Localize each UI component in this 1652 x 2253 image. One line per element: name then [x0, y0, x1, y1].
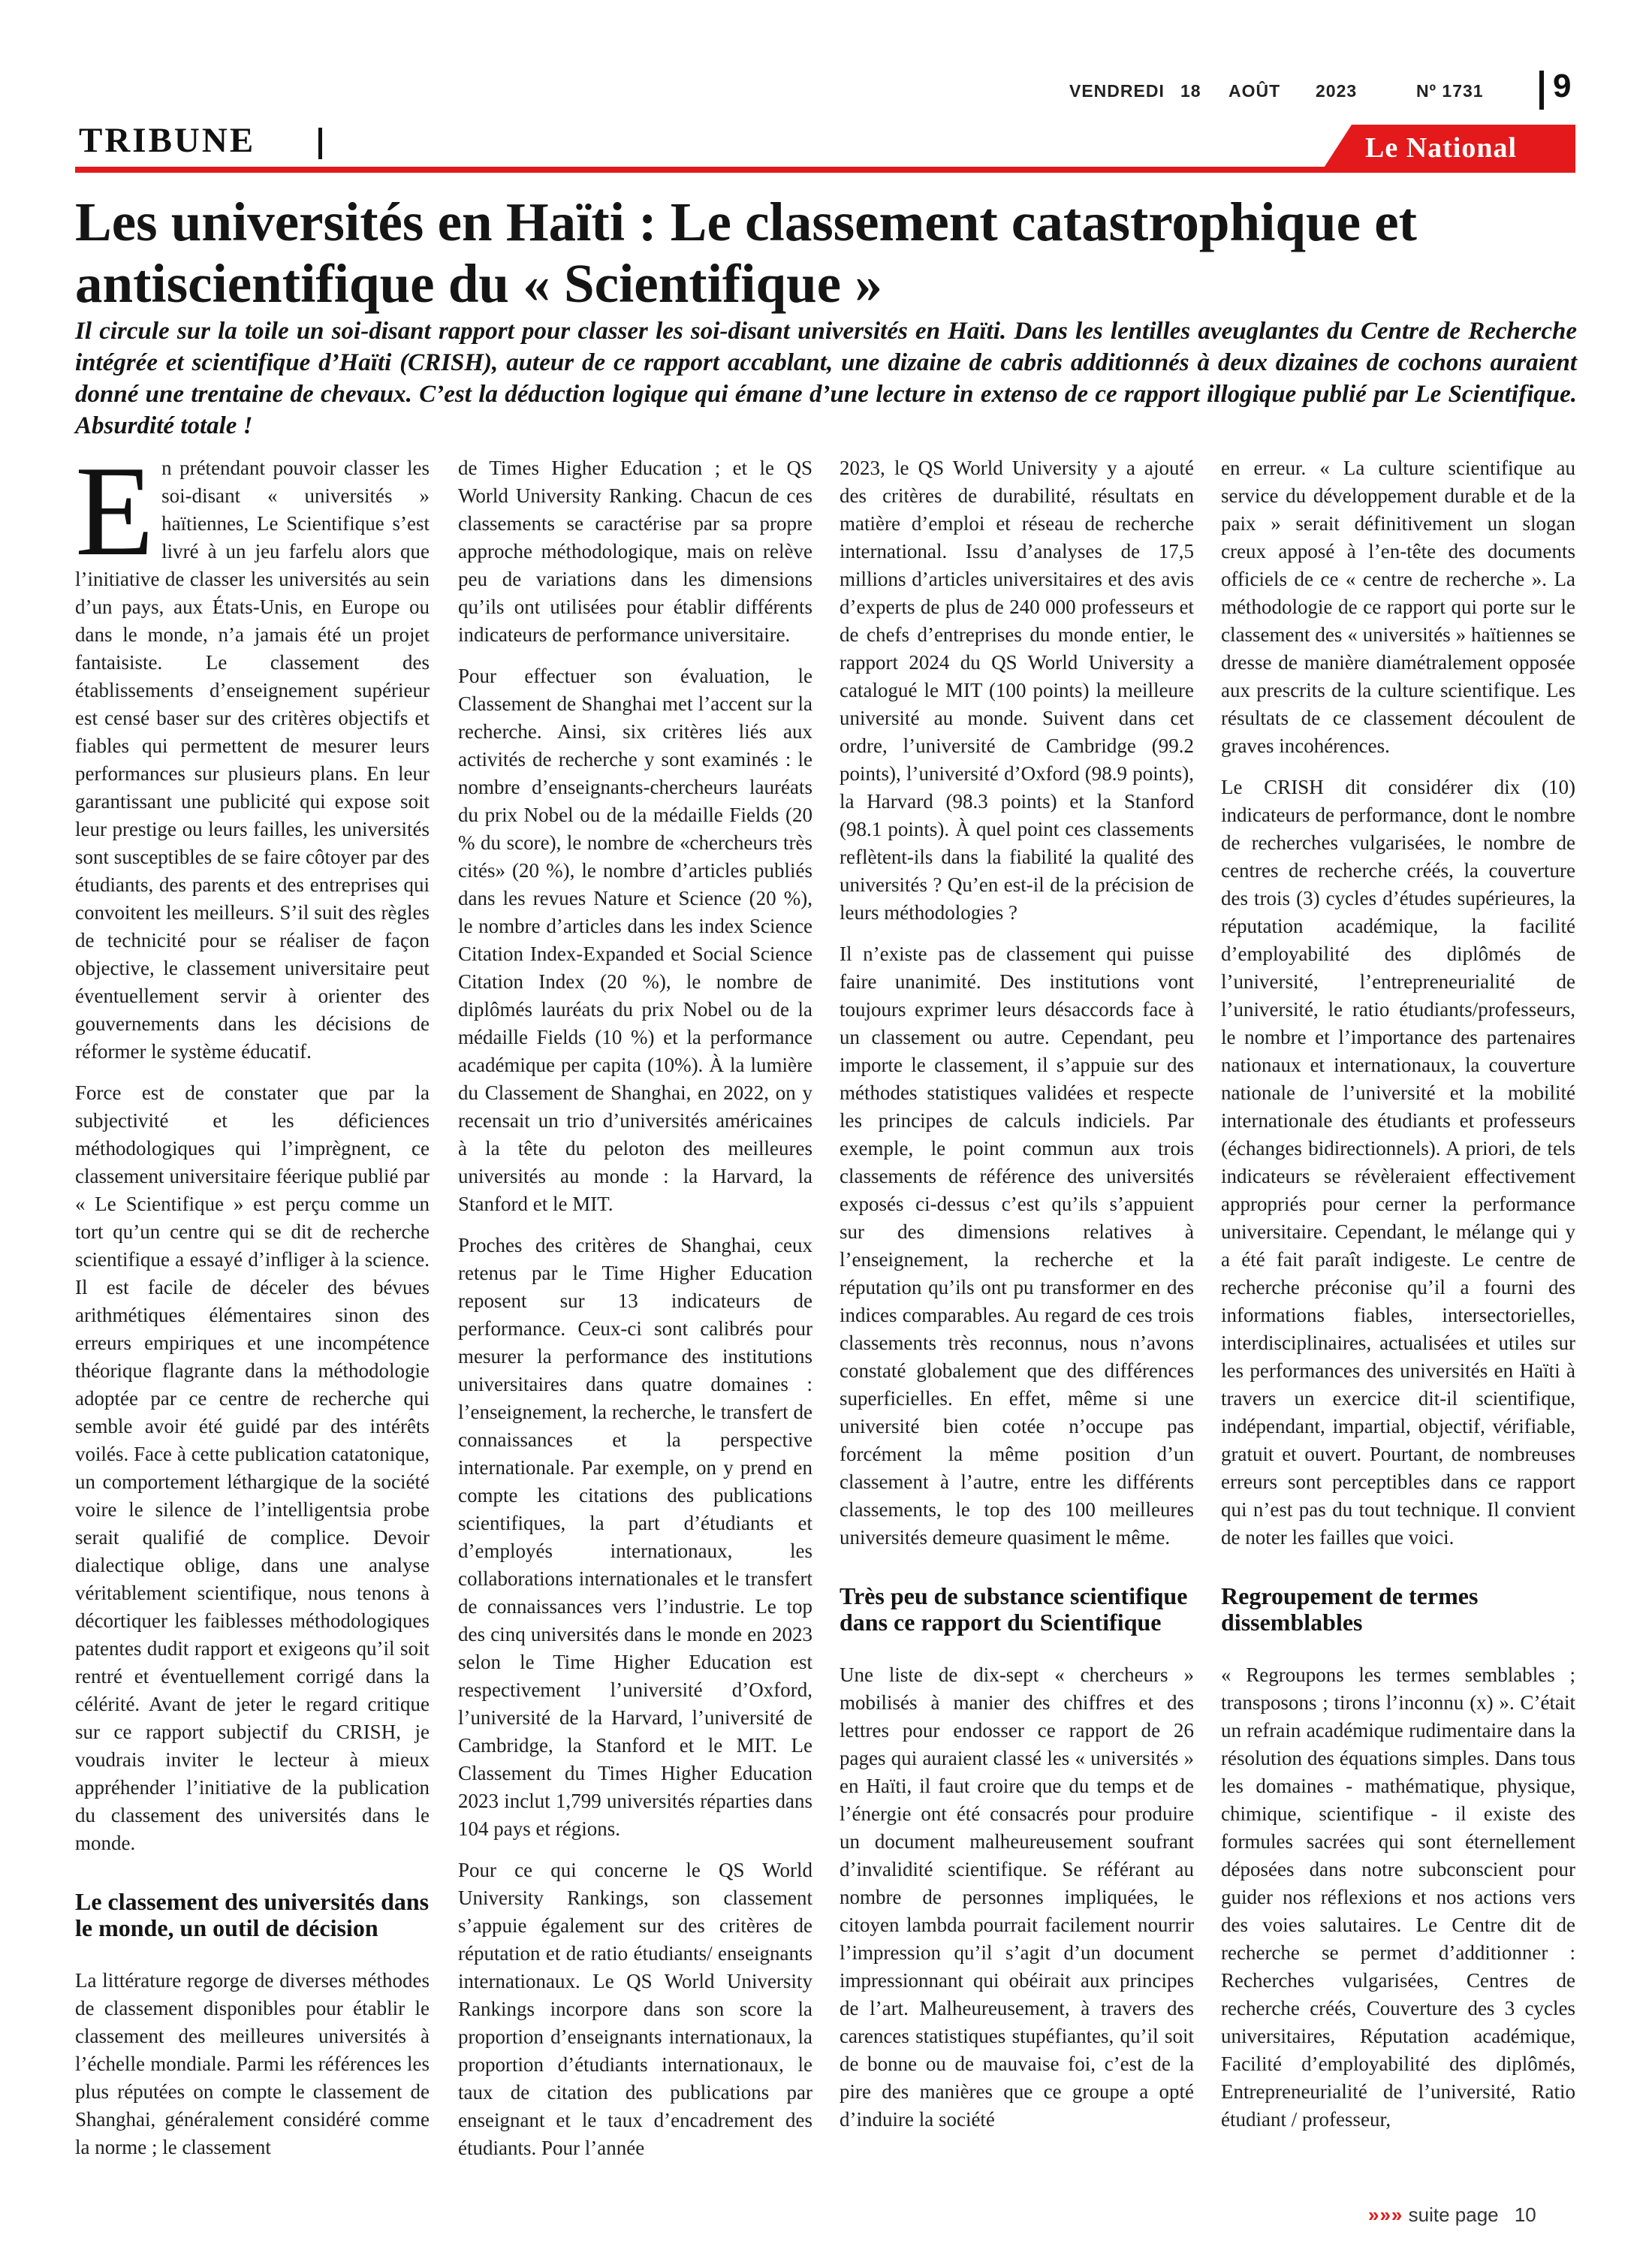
continue-arrows-icon: »»»: [1368, 2203, 1403, 2226]
section-label: TRIBUNE: [79, 121, 256, 160]
paragraph: en erreur. « La culture scientifique au service du développement durable et de la paix » serait définitivement un slogan creux apposé à l’en-tête des documents officiels de ce « centre de recherche ». La méthodologie de ce rapport qui porte sur le classement des « universités » haïtiennes se dresse de manière diamétralement opposée aux prescrits de la culture scientifique. Les résultats de ce classement découlent de graves incohérences.: [1221, 457, 1575, 757]
paragraph: La littérature regorge de diverses méthodes de classement disponibles pour établir le classement des meilleures universités à l’échelle mondiale. Parmi les références les plus réputées on compte le classement de Shanghai, généralement considéré comme la norme ; le classement: [75, 1969, 430, 2158]
paragraph: 2023, le QS World University y a ajouté des critères de durabilité, résultats en matière d’emploi et réseau de recherche international. Issu d’analyses de 17,5 millions d’articles universitaires et des avis d’experts de plus de 240 000 professeurs et de chefs d’entreprises du monde entier, le rapport 2024 du QS World University a catalogué le MIT (100 points) la meilleure université au monde. Suivent dans cet ordre, l’université de Cambridge (99.2 points), l’université d’Oxford (98.9 points), la Harvard (98.3 points) et la Stanford (98.1 points). À quel point ces classements reflètent-ils dans la fiabilité la qualité des universités ? Qu’en est-il de la précision de leurs méthodologies ?: [840, 457, 1194, 924]
subheading: Regroupement de termes dissemblables: [1221, 1582, 1479, 1636]
paragraph-text: n prétendant pouvoir classer les soi-disant « universités » haïtiennes, Le Scientifique s’est livré à un jeu farfelu alors que l’initiative de classer les universités au sein d’un pays, aux États-Unis, en Europe ou dans le monde, n’a jamais été un projet fantaisiste. Le classement des établissements d’enseignement supérieur est censé baser sur des critères objectifs et fiables qui permettent de mesurer leurs performances sur plusieurs plans. En leur garantissant une publicité qui expose soit leur prestige ou leurs failles, les universités sont susceptibles de se faire côtoyer par des étudiants, des parents et des entreprises qui convoitent les meilleurs. S’il suit des règles de technicité pour se réaliser de façon objective, le classement universitaire peut éventuellement servir à orienter des gouvernements dans les décisions de réformer le système éducatif.: [75, 457, 430, 1063]
date-month: AOÛT: [1228, 81, 1281, 101]
paragraph: Il n’existe pas de classement qui puisse faire unanimité. Des institutions vont toujours exprimer leurs désaccords face à un classement ou autre. Cependant, peu importe le classement, il s’appuie sur des méthodes statistiques validées et respecte les principes de calculs indiciels. Par exemple, le point commun aux trois classements de référence des universités exposés ci-dessus c’est qu’ils s’appuient sur des dimensions relatives à l’enseignement, la recherche et la réputation qu’ils ont pu transformer en des indices comparables. Au regard de ces trois classements très reconnus, nous n’avons constaté globalement que des différences superficielles. En effet, même si une université bien cotée n’occupe pas forcément la même position d’un classement à l’autre, entre les différents classements, le top des 100 meilleures universités demeure quasiment le même.: [840, 943, 1194, 1549]
publication-name: Le National: [1365, 132, 1518, 164]
paragraph: « Regroupons les termes semblables ; transposons ; tirons l’inconnu (x) ». C’était un refrain académique rudimentaire dans la résolution des équations simples. Dans tous les domaines - mathématique, physique, chimique, scientifique - il existe des formules sacrées qui sont éternellement déposées dans notre subconscient pour guider nos réflexions et nos actions vers des voies salutaires. Le Centre dit de recherche se permet d’additionner : Recherches vulgarisées, Centres de recherche créés, Couverture des 3 cycles universitaires, Réputation académique, Facilité d’employabilité des diplômés, Entrepreneurialité de l’université, Ratio étudiant / professeur,: [1221, 1663, 1575, 2131]
paragraph: de Times Higher Education ; et le QS World University Ranking. Chacun de ces classements se caractérise par sa propre approche méthodologique, mais on relève peu de variations dans les dimensions qu’ils ont utilisées pour établir différents indicateurs de performance universitaire.: [458, 457, 812, 646]
paragraph: Pour effectuer son évaluation, le Classement de Shanghai met l’accent sur la recherche. Ainsi, six critères liés aux activités de recherche y sont examinés : le nombre d’enseignants-chercheurs lauréats du prix Nobel ou de la médaille Fields (20 % du score), le nombre de «chercheurs très cités» (20 %), le nombre d’articles publiés dans les revues Nature et Science (20 %), le nombre d’articles dans les index Science Citation Index-Expanded et Social Science Citation Index (20 %), le nombre de diplômés lauréats du prix Nobel ou de la médaille Fields (10 %) et la performance académique per capita (10%). À la lumière du Classement de Shanghai, en 2022, on y recensait un trio d’universités américaines à la tête du peloton des meilleures universités au monde : la Harvard, la Stanford et le MIT.: [458, 665, 812, 1215]
date-day: 18: [1180, 81, 1201, 101]
paragraph: Proches des critères de Shanghai, ceux retenus par le Time Higher Education reposent sur 13 indicateurs de performance. Ceux-ci sont calibrés pour mesurer la performance des institutions universitaires dans quatre domaines : l’enseignement, la recherche, le transfert de connaissances et la perspective internationale. Par exemple, on y prend en compte les citations des publications scientifiques, la part d’étudiants et d’employés internationaux, les collaborations internationales et le transfert de connaissances vers l’industrie. Le top des cinq universités dans le monde en 2023 selon le Time Higher Education est respectivement l’université d’Oxford, l’université de la Harvard, l’université de Cambridge, la Stanford et le MIT. Le Classement du Times Higher Education 2023 inclut 1,799 universités réparties dans 104 pays et régions.: [458, 1234, 812, 1840]
paragraph: Pour ce qui concerne le QS World University Rankings, son classement s’appuie également sur des critères de réputation et de ratio étudiants/ enseignants internationaux. Le QS World University Rankings incorpore dans son score la proportion d’enseignants internationaux, la proportion d’étudiants internationaux, le taux de citation des publications par enseignant et le taux d’encadrement des étudiants. Pour l’année: [458, 1859, 812, 2159]
issue-number: Nº 1731: [1416, 81, 1484, 101]
page-number-divider: [1539, 71, 1544, 110]
article-column-1: [75, 440, 430, 2175]
section-divider: [318, 128, 322, 159]
article-column-3: [840, 454, 1194, 2147]
drop-cap: E: [75, 440, 155, 583]
continued-label: suite page: [1408, 2203, 1499, 2226]
paragraph: Une liste de dix-sept « chercheurs » mobilisés à manier des chiffres et des lettres pour endosser ce rapport de 26 pages qui auraient classé les « universités » en Haïti, il faut croire que du temps et de l’énergie ont été consacrés pour produire un document malheureusement soufrant d’invalidité scientifique. Se référant au nombre de personnes impliquées, le citoyen lambda pourrait facilement nourrir l’impression qu’il s’agit d’un document impressionnant qui obéirait aux principes de l’art. Malheureusement, à travers des carences statistiques stupéfiantes, qu’il soit de bonne ou de mauvaise foi, c’est de la pire des manières que ce groupe a opté d’induire la société: [840, 1663, 1194, 2131]
header-rule: [75, 167, 1575, 173]
article-title: Les universités en Haïti : Le classement catastrophique et antiscientifique du « Scientifique »: [75, 192, 1417, 314]
date-year: 2023: [1316, 81, 1358, 101]
date-day-name: VENDREDI: [1069, 81, 1165, 101]
article-lead: Il circule sur la toile un soi-disant rapport pour classer les soi-disant universités en Haïti. Dans les lentilles aveuglantes du Centre de Recherche intégrée et scientifique d’Haïti (CRISH), auteur de ce rapport accablant, une dizaine de cabris additionnés à deux dizaines de cochons auraient donné une trentaine de chevaux. C’est la déduction logique qui émane d’une lecture in extenso de ce rapport illogique publié par Le Scientifique. Absurdité totale !: [75, 318, 1577, 439]
page-number: 9: [1553, 68, 1572, 104]
continued-link[interactable]: [1368, 2203, 1536, 2227]
subheading: Très peu de substance scientifique dans ce rapport du Scientifique: [840, 1582, 1188, 1636]
paragraph: Le CRISH dit considérer dix (10) indicateurs de performance, dont le nombre de recherches vulgarisées, le nombre de centres de recherche créés, la couverture des trois (3) cycles d’études supérieures, la réputation académique, la facilité d’employabilité des diplômés de l’université, l’entrepreneurialité de l’université, le ratio étudiants/professeurs, le nombre et l’importance des partenaires nationaux et internationaux, la couverture nationale de l’université et la mobilité internationale des étudiants et professeurs (échanges bidirectionnels). A priori, de tels indicateurs se révèleraient effectivement appropriés pour cerner la performance universitaire. Cependant, le mélange qui y a été fait paraît indigeste. Le centre de recherche préconise qu’il a fourni des informations fiables, intersectorielles, interdisciplinaires, actualisées et utiles sur les performances des universités en Haïti à travers un exercice dit-il scientifique, indépendant, impartial, objectif, vérifiable, gratuit et ouvert. Pourtant, de nombreuses erreurs sont perceptibles dans ce rapport qui n’est pas du tout technique. Il convient de noter les failles que voici.: [1221, 776, 1575, 1549]
subheading: Le classement des universités dans le monde, un outil de décision: [75, 1888, 430, 1941]
article-column-4: [1221, 454, 1575, 2147]
article-column-2: [458, 454, 812, 2176]
paragraph: Force est de constater que par la subjectivité et les déficiences méthodologiques qui l’imprègnent, ce classement universitaire féerique publié par « Le Scientifique » est perçu comme un tort qu’un centre qui se dit de recherche scientifique a essayé d’infliger à la science. Il est facile de déceler des bévues arithmétiques élémentaires sinon des erreurs empiriques et une incompétence théorique flagrante dans la méthodologie adoptée par ce centre de recherche qui semble avoir été guidé par des intérêts voilés. Face à cette publication catatonique, un comportement léthargique de la société voire le silence de l’intelligentsia probe serait qualifié de complice. Devoir dialectique oblige, dans une analyse véritablement scientifique, nous tenons à décortiquer les faiblesses méthodologiques patentes dudit rapport et exigeons qu’il soit rentré et éventuellement corrigé dans la célérité. Avant de jeter le regard critique sur ce rapport subjectif du CRISH, je voudrais inviter le lecteur à mieux appréhender l’initiative de la publication du classement des universités dans le monde.: [75, 1081, 430, 1854]
paragraph: [75, 440, 430, 1066]
continued-page: 10: [1514, 2203, 1536, 2226]
